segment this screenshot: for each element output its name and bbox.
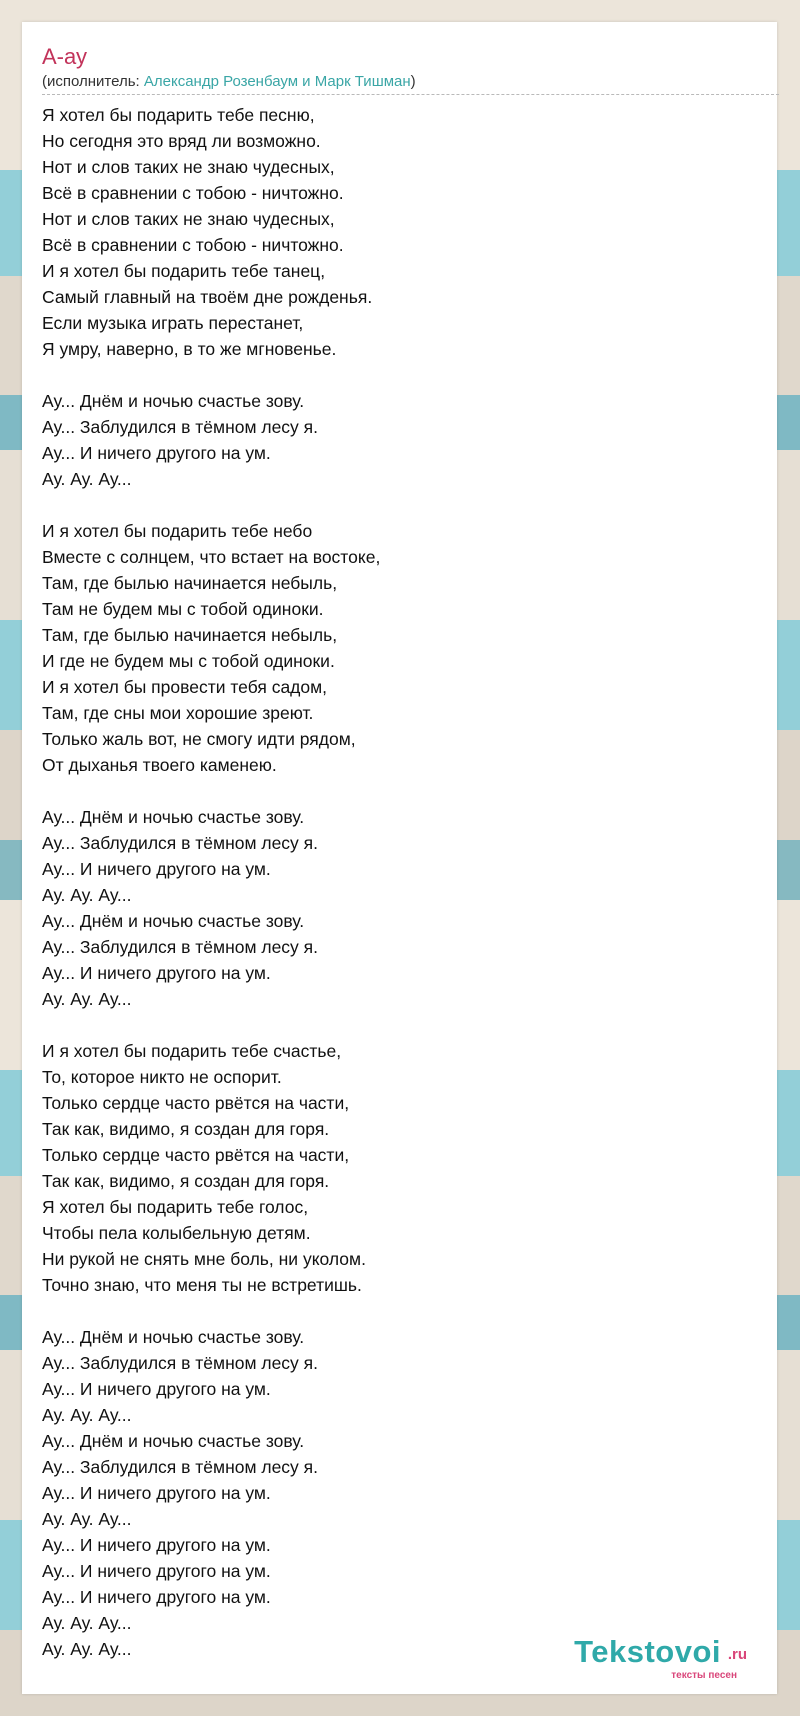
stanza-break <box>42 1298 742 1324</box>
lyric-line: Только сердце часто рвётся на части, <box>42 1145 350 1165</box>
performer-link[interactable]: Александр Розенбаум и Марк Тишман <box>143 73 411 90</box>
site-logo[interactable] <box>537 1634 747 1682</box>
lyric-line: Если музыка играть перестанет, <box>42 313 304 333</box>
lyric-line: Чтобы пела колыбельную детям. <box>42 1223 311 1243</box>
lyric-line: Ау... Днём и ночью счастье зову. <box>42 911 305 931</box>
lyric-line: Я хотел бы подарить тебе песню, <box>42 105 315 125</box>
lyric-line: Ау... И ничего другого на ум. <box>42 859 271 879</box>
performer-suffix: ) <box>410 73 416 90</box>
lyric-line: Но сегодня это вряд ли возможно. <box>42 131 321 151</box>
lyric-line: Только сердце часто рвётся на части, <box>42 1093 350 1113</box>
lyric-line: Ау... Днём и ночью счастье зову. <box>42 1327 305 1347</box>
lyric-line: Ау. Ау. Ау... <box>42 469 132 489</box>
lyric-line: Ау... И ничего другого на ум. <box>42 443 271 463</box>
song-title: А-ау <box>42 44 87 69</box>
lyric-line: И я хотел бы подарить тебе танец, <box>42 261 326 281</box>
lyric-line: Ау. Ау. Ау... <box>42 1405 132 1425</box>
lyric-line: Ау... И ничего другого на ум. <box>42 1587 271 1607</box>
stanza-break <box>42 1012 742 1038</box>
lyric-line: Точно знаю, что меня ты не встретишь. <box>42 1275 362 1295</box>
lyric-line: Ау... И ничего другого на ум. <box>42 1535 271 1555</box>
lyric-line: Нот и слов таких не знаю чудесных, <box>42 157 335 177</box>
lyric-line: Там, где сны мои хорошие зреют. <box>42 703 314 723</box>
lyric-line: Ни рукой не снять мне боль, ни уколом. <box>42 1249 366 1269</box>
lyric-line: Всё в сравнении с тобою - ничтожно. <box>42 235 344 255</box>
lyric-line: Ау... И ничего другого на ум. <box>42 1561 271 1581</box>
lyric-line: Ау. Ау. Ау... <box>42 989 132 1009</box>
logo-tagline: тексты песен <box>671 1670 737 1681</box>
lyric-line: Самый главный на твоём дне рожденья. <box>42 287 373 307</box>
lyric-line: Ау... Днём и ночью счастье зову. <box>42 1431 305 1451</box>
lyric-line: Там, где былью начинается небыль, <box>42 573 338 593</box>
lyric-line: Так как, видимо, я создан для горя. <box>42 1171 330 1191</box>
lyric-line: Ау... Заблудился в тёмном лесу я. <box>42 937 319 957</box>
lyric-line: Там, где былью начинается небыль, <box>42 625 338 645</box>
stanza-break <box>42 778 742 804</box>
lyric-line: Ау... Заблудился в тёмном лесу я. <box>42 1353 319 1373</box>
performer-line <box>42 72 779 95</box>
logo-tld: .ru <box>727 1646 747 1663</box>
lyric-line: Я умру, наверно, в то же мгновенье. <box>42 339 337 359</box>
logo-wordmark: Tekstovoi <box>574 1634 721 1669</box>
lyric-line: Ау... И ничего другого на ум. <box>42 1483 271 1503</box>
lyrics-card <box>22 22 777 1694</box>
lyric-line: Я хотел бы подарить тебе голос, <box>42 1197 309 1217</box>
lyric-line: Там не будем мы с тобой одиноки. <box>42 599 324 619</box>
stanza-break <box>42 362 742 388</box>
lyric-line: И где не будем мы с тобой одиноки. <box>42 651 335 671</box>
stanza-break <box>42 492 742 518</box>
lyric-line: Всё в сравнении с тобою - ничтожно. <box>42 183 344 203</box>
lyric-line: Ау... И ничего другого на ум. <box>42 963 271 983</box>
lyric-line: От дыханья твоего каменею. <box>42 755 277 775</box>
lyric-line: Ау. Ау. Ау... <box>42 885 132 905</box>
lyric-line: И я хотел бы провести тебя садом, <box>42 677 328 697</box>
lyric-line: Ау... Днём и ночью счастье зову. <box>42 391 305 411</box>
lyric-line: Ау... Днём и ночью счастье зову. <box>42 807 305 827</box>
lyric-line: То, которое никто не оспорит. <box>42 1067 282 1087</box>
lyric-line: Ау. Ау. Ау... <box>42 1639 132 1659</box>
lyrics-text <box>42 102 742 1662</box>
lyric-line: Ау. Ау. Ау... <box>42 1613 132 1633</box>
lyric-line: Ау... Заблудился в тёмном лесу я. <box>42 417 319 437</box>
lyric-line: Ау... Заблудился в тёмном лесу я. <box>42 833 319 853</box>
lyric-line: Так как, видимо, я создан для горя. <box>42 1119 330 1139</box>
lyric-line: Ау... Заблудился в тёмном лесу я. <box>42 1457 319 1477</box>
lyric-line: Нот и слов таких не знаю чудесных, <box>42 209 335 229</box>
lyric-line: Ау. Ау. Ау... <box>42 1509 132 1529</box>
lyric-line: И я хотел бы подарить тебе небо <box>42 521 313 541</box>
performer-prefix: (исполнитель: <box>42 73 144 90</box>
lyric-line: Только жаль вот, не смогу идти рядом, <box>42 729 356 749</box>
lyric-line: И я хотел бы подарить тебе счастье, <box>42 1041 342 1061</box>
lyric-line: Ау... И ничего другого на ум. <box>42 1379 271 1399</box>
lyric-line: Вместе с солнцем, что встает на востоке, <box>42 547 381 567</box>
